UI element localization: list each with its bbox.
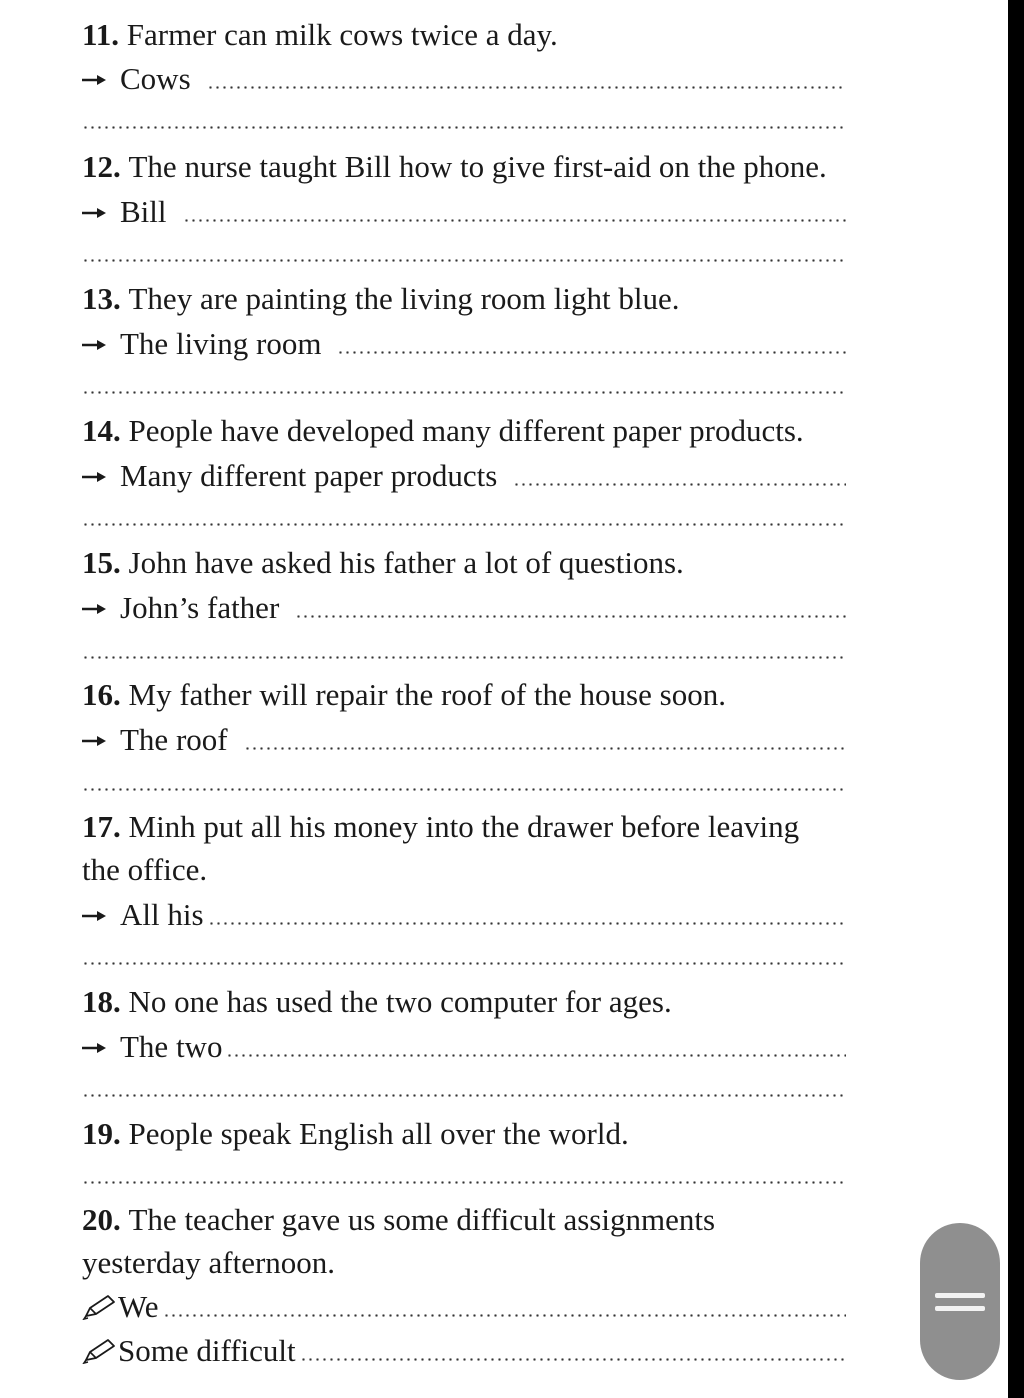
- answer-dots[interactable]: [300, 1358, 846, 1361]
- answer-prompt: The roof: [120, 722, 228, 757]
- answer-line-20b[interactable]: [82, 1330, 846, 1370]
- answer-dots[interactable]: [513, 483, 846, 486]
- question-text: Farmer can milk cows twice a day.: [126, 17, 558, 52]
- question-18: [82, 981, 846, 1021]
- question-text: People have developed many different paper products.: [128, 413, 804, 448]
- question-number: 11.: [82, 17, 120, 52]
- answer-continuation-18[interactable]: [82, 1094, 846, 1097]
- question-text: They are painting the living room light blue.: [128, 281, 680, 316]
- question-text: John have asked his father a lot of questions.: [128, 545, 684, 580]
- question-16: [82, 674, 846, 714]
- question-text: My father will repair the roof of the house soon.: [128, 677, 726, 712]
- answer-continuation-15[interactable]: [82, 656, 846, 659]
- answer-continuation-13[interactable]: [82, 391, 846, 394]
- question-17-continued: [82, 849, 846, 889]
- answer-line-14[interactable]: [82, 455, 846, 495]
- answer-prompt: Many different paper products: [120, 458, 498, 493]
- answer-prompt: The two: [120, 1029, 223, 1064]
- right-arrow-icon: [82, 1042, 106, 1054]
- answer-prompt: We: [118, 1289, 159, 1324]
- question-20: [82, 1199, 846, 1239]
- question-number: 20.: [82, 1202, 121, 1237]
- answer-prompt: Bill: [120, 194, 167, 229]
- scroll-handle-icon[interactable]: [920, 1223, 1000, 1380]
- pencil-icon: [82, 1294, 116, 1320]
- answer-line-18[interactable]: [82, 1026, 846, 1066]
- question-text: the office.: [82, 852, 208, 887]
- answer-continuation-17[interactable]: [82, 962, 846, 965]
- answer-prompt: John’s father: [120, 590, 280, 625]
- answer-line-19[interactable]: [82, 1181, 846, 1184]
- answer-line-13[interactable]: [82, 323, 846, 363]
- question-text: The nurse taught Bill how to give first-aid on the phone.: [128, 149, 827, 184]
- question-text: yesterday afternoon.: [82, 1245, 336, 1280]
- answer-dots[interactable]: [226, 1054, 846, 1057]
- answer-line-17[interactable]: [82, 894, 846, 934]
- answer-line-16[interactable]: [82, 719, 846, 759]
- question-text: The teacher gave us some difficult assignments: [128, 1202, 716, 1237]
- question-number: 16.: [82, 677, 121, 712]
- answer-line-11[interactable]: [82, 58, 846, 98]
- answer-dots[interactable]: [208, 922, 846, 925]
- question-number: 19.: [82, 1116, 121, 1151]
- question-20-continued: [82, 1242, 846, 1282]
- question-number: 15.: [82, 545, 121, 580]
- question-13: [82, 278, 846, 318]
- right-arrow-icon: [82, 735, 106, 747]
- question-number: 13.: [82, 281, 121, 316]
- answer-dots[interactable]: [337, 351, 846, 354]
- answer-prompt: All his: [120, 897, 204, 932]
- right-arrow-icon: [82, 603, 106, 615]
- answer-continuation-12[interactable]: [82, 259, 846, 262]
- answer-line-20a[interactable]: [82, 1286, 846, 1326]
- right-arrow-icon: [82, 207, 106, 219]
- answer-prompt: The living room: [120, 326, 322, 361]
- answer-prompt: Cows: [120, 61, 191, 96]
- answer-continuation-11[interactable]: [82, 126, 846, 129]
- handle-grip-line: [935, 1306, 985, 1311]
- answer-line-12[interactable]: [82, 191, 846, 231]
- answer-continuation-14[interactable]: [82, 523, 846, 526]
- question-text: People speak English all over the world.: [128, 1116, 629, 1151]
- answer-dots[interactable]: [207, 86, 846, 89]
- question-11: [82, 14, 846, 54]
- answer-dots[interactable]: [183, 219, 846, 222]
- question-15: [82, 542, 846, 582]
- question-14: [82, 410, 846, 450]
- question-number: 17.: [82, 809, 121, 844]
- right-arrow-icon: [82, 471, 106, 483]
- question-number: 12.: [82, 149, 121, 184]
- question-19: [82, 1113, 846, 1153]
- answer-continuation-16[interactable]: [82, 788, 846, 791]
- question-text: No one has used the two computer for ages.: [128, 984, 672, 1019]
- question-number: 14.: [82, 413, 121, 448]
- pencil-icon: [82, 1338, 116, 1364]
- answer-dots[interactable]: [295, 615, 846, 618]
- answer-prompt: Some difficult: [118, 1333, 296, 1368]
- answer-line-15[interactable]: [82, 587, 846, 627]
- answer-dots[interactable]: [163, 1314, 846, 1317]
- right-arrow-icon: [82, 74, 106, 86]
- question-text: Minh put all his money into the drawer before leaving: [128, 809, 800, 844]
- question-number: 18.: [82, 984, 121, 1019]
- right-arrow-icon: [82, 339, 106, 351]
- answer-dots[interactable]: [244, 747, 846, 750]
- handle-grip-line: [935, 1293, 985, 1298]
- right-arrow-icon: [82, 910, 106, 922]
- question-17: [82, 806, 846, 846]
- question-12: [82, 146, 846, 186]
